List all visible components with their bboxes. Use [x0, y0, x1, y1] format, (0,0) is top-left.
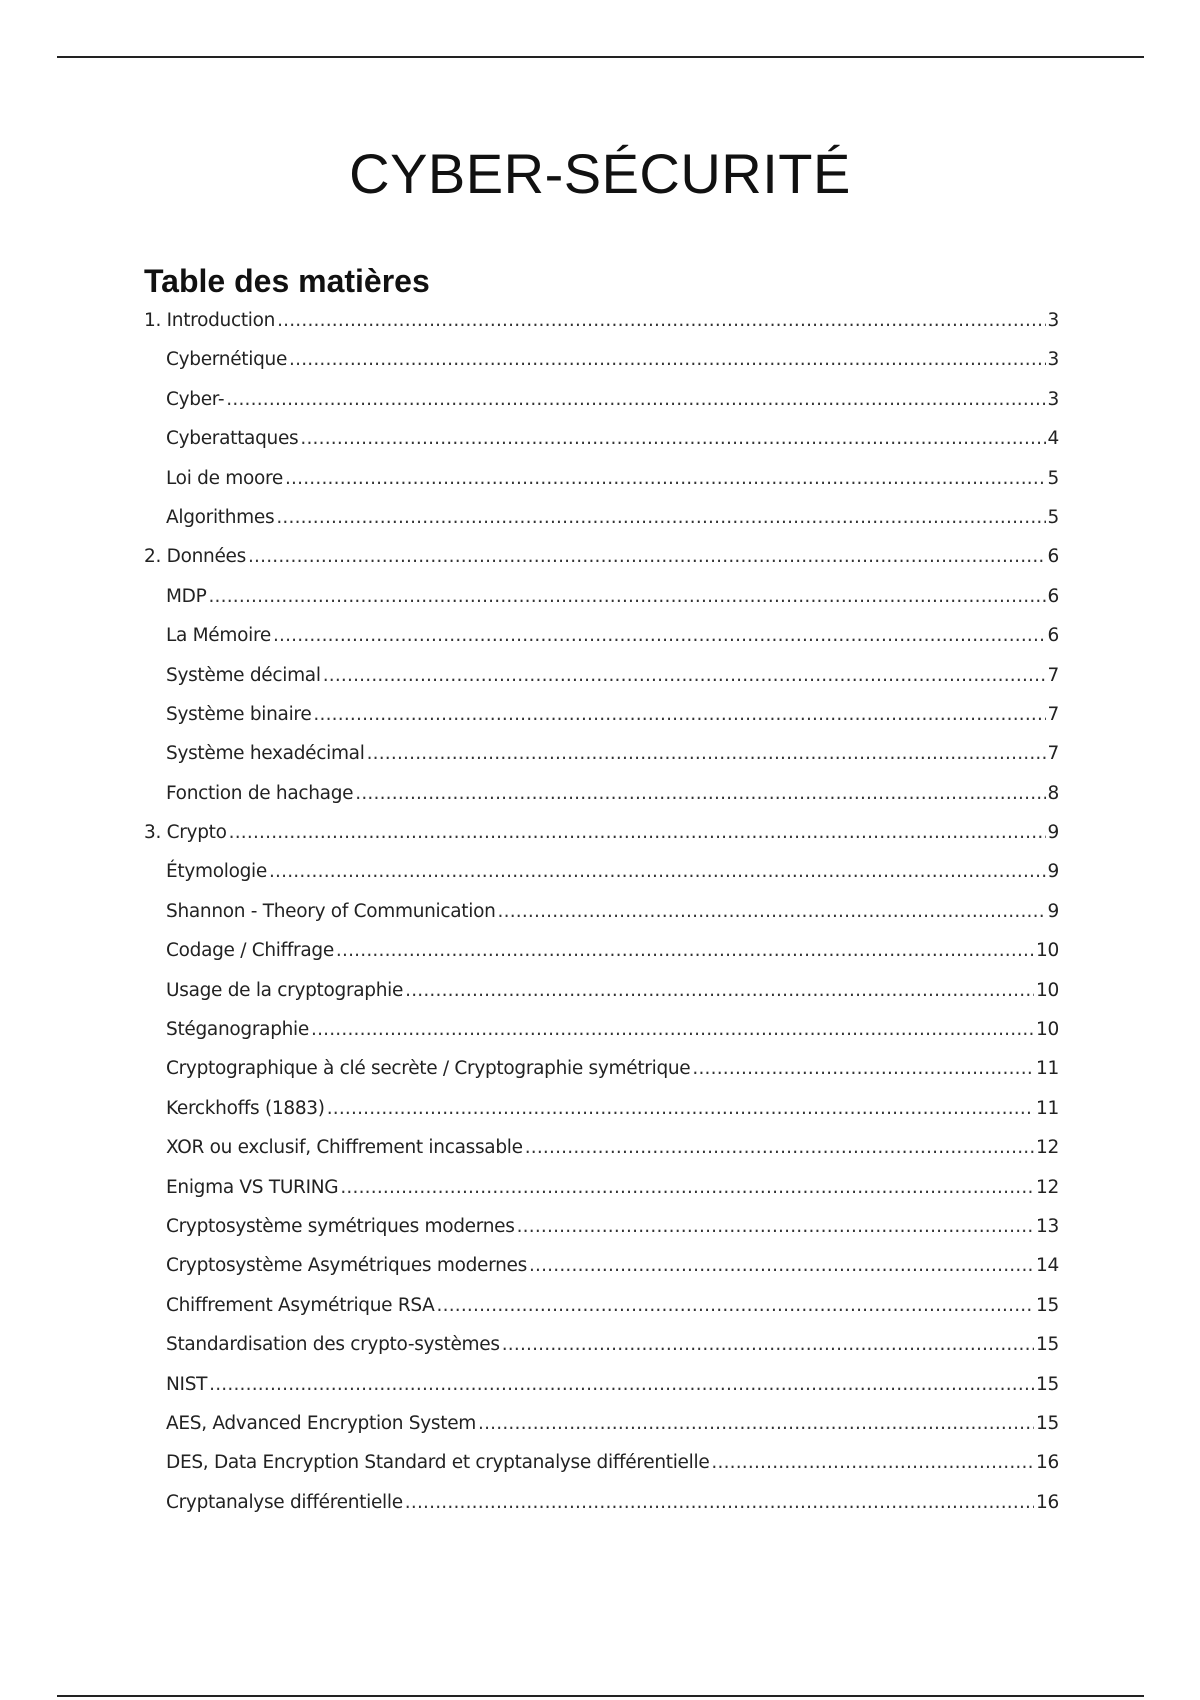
toc-entry[interactable]	[144, 468, 1059, 507]
toc-entry[interactable]	[144, 389, 1059, 428]
toc-entry-page: 9	[1047, 822, 1059, 844]
toc-dot-leader	[711, 1452, 1034, 1473]
toc-dot-leader	[289, 349, 1045, 370]
toc-entry-page: 9	[1047, 861, 1059, 883]
toc-entry-page: 16	[1036, 1452, 1059, 1474]
toc-entry-label: Cyberattaques	[166, 428, 299, 450]
toc-entry[interactable]	[144, 507, 1059, 546]
toc-entry[interactable]	[144, 1334, 1059, 1373]
toc-entry-page: 11	[1036, 1058, 1059, 1080]
toc-entry-label: Kerckhoffs (1883)	[166, 1097, 325, 1119]
toc-dot-leader	[311, 1019, 1034, 1040]
toc-entry-page: 3	[1047, 388, 1059, 410]
toc-entry-page: 6	[1047, 625, 1059, 647]
toc-entry-label: Cryptosystème Asymétriques modernes	[166, 1255, 527, 1277]
toc-entry-label: Enigma VS TURING	[166, 1176, 339, 1198]
toc-dot-leader	[529, 1255, 1034, 1276]
toc-entry[interactable]	[144, 1374, 1059, 1413]
toc-entry[interactable]	[144, 1452, 1059, 1491]
toc-dot-leader	[273, 625, 1046, 646]
toc-entry[interactable]	[144, 665, 1059, 704]
toc-entry-label: Loi de moore	[166, 467, 283, 489]
toc-entry[interactable]	[144, 349, 1059, 388]
toc-entry-page: 7	[1047, 703, 1059, 725]
toc-entry[interactable]	[144, 1492, 1059, 1531]
toc-entry-page: 12	[1036, 1176, 1059, 1198]
toc-entry-label: AES, Advanced Encryption System	[166, 1412, 476, 1434]
toc-entry-page: 3	[1047, 310, 1059, 331]
toc-entry-label: Cyber-	[166, 388, 225, 410]
toc-entry-label: Cybernétique	[166, 349, 288, 371]
toc-entry-label: Cryptographique à clé secrète / Cryptographie symétrique	[166, 1058, 691, 1080]
toc-dot-leader	[323, 665, 1046, 686]
toc-entry-label: DES, Data Encryption Standard et cryptanalyse différentielle	[166, 1452, 710, 1474]
toc-dot-leader	[313, 704, 1045, 725]
table-of-contents	[144, 310, 1059, 1531]
toc-entry-label: MDP	[166, 585, 207, 607]
toc-entry[interactable]	[144, 980, 1059, 1019]
toc-entry-label: Système hexadécimal	[166, 743, 365, 765]
toc-entry-label: La Mémoire	[166, 625, 271, 647]
toc-entry-page: 15	[1036, 1334, 1059, 1356]
toc-entry-page: 16	[1036, 1491, 1059, 1513]
toc-entry-page: 8	[1047, 782, 1059, 804]
toc-entry[interactable]	[144, 1058, 1059, 1097]
toc-entry[interactable]	[144, 586, 1059, 625]
toc-entry-page: 5	[1047, 467, 1059, 489]
toc-dot-leader	[355, 783, 1045, 804]
toc-dot-leader	[269, 861, 1046, 882]
toc-dot-leader	[517, 1216, 1034, 1237]
toc-entry-label: Standardisation des crypto-systèmes	[166, 1334, 500, 1356]
toc-entry-page: 11	[1036, 1097, 1059, 1119]
toc-entry-page: 6	[1047, 585, 1059, 607]
toc-entry[interactable]	[144, 428, 1059, 467]
toc-entry-page: 15	[1036, 1373, 1059, 1395]
toc-entry[interactable]	[144, 1137, 1059, 1176]
toc-entry-label: Stéganographie	[166, 1019, 309, 1041]
toc-entry[interactable]	[144, 1098, 1059, 1137]
toc-entry[interactable]	[144, 1255, 1059, 1294]
toc-entry-label: Usage de la cryptographie	[166, 979, 404, 1001]
toc-entry[interactable]	[144, 822, 1059, 861]
toc-dot-leader	[209, 1374, 1034, 1395]
toc-entry-label: 1. Introduction	[144, 310, 276, 331]
toc-dot-leader	[367, 743, 1046, 764]
toc-entry-label: XOR ou exclusif, Chiffrement incassable	[166, 1137, 523, 1159]
document-title: CYBER-SÉCURITÉ	[349, 142, 851, 205]
toc-dot-leader	[498, 901, 1046, 922]
toc-entry-page: 7	[1047, 743, 1059, 765]
toc-dot-leader	[208, 586, 1045, 607]
toc-entry-label: Étymologie	[166, 861, 267, 883]
toc-entry[interactable]	[144, 1295, 1059, 1334]
toc-dot-leader	[478, 1413, 1034, 1434]
toc-entry-label: Cryptosystème symétriques modernes	[166, 1215, 515, 1237]
toc-entry[interactable]	[144, 1216, 1059, 1255]
toc-dot-leader	[300, 428, 1045, 449]
toc-entry-page: 3	[1047, 349, 1059, 371]
toc-entry-page: 13	[1036, 1215, 1059, 1237]
toc-entry[interactable]	[144, 901, 1059, 940]
toc-entry-page: 5	[1047, 506, 1059, 528]
toc-dot-leader	[437, 1295, 1035, 1316]
toc-entry-label: Système décimal	[166, 664, 321, 686]
toc-entry-label: 2. Données	[144, 546, 246, 568]
toc-entry-page: 10	[1036, 979, 1059, 1001]
toc-dot-leader	[336, 940, 1034, 961]
toc-entry-label: Chiffrement Asymétrique RSA	[166, 1294, 435, 1316]
toc-entry-page: 7	[1047, 664, 1059, 686]
footer-rule	[57, 1695, 1144, 1697]
toc-dot-leader	[285, 468, 1046, 489]
toc-entry-page: 9	[1047, 900, 1059, 922]
toc-entry[interactable]	[144, 783, 1059, 822]
toc-entry-page: 10	[1036, 940, 1059, 962]
toc-dot-leader	[277, 310, 1045, 331]
toc-entry[interactable]	[144, 1177, 1059, 1216]
toc-heading: Table des matières	[144, 263, 430, 299]
toc-dot-leader	[276, 507, 1045, 528]
toc-entry[interactable]	[144, 743, 1059, 782]
toc-entry[interactable]	[144, 704, 1059, 743]
toc-entry[interactable]	[144, 310, 1059, 349]
toc-entry-page: 14	[1036, 1255, 1059, 1277]
toc-dot-leader	[226, 389, 1045, 410]
toc-dot-leader	[692, 1058, 1034, 1079]
toc-entry[interactable]	[144, 861, 1059, 900]
toc-dot-leader	[405, 980, 1034, 1001]
toc-entry-page: 10	[1036, 1019, 1059, 1041]
toc-entry[interactable]	[144, 1413, 1059, 1452]
toc-entry-label: Système binaire	[166, 703, 312, 725]
toc-entry-page: 15	[1036, 1294, 1059, 1316]
toc-entry-page: 12	[1036, 1137, 1059, 1159]
toc-entry[interactable]	[144, 625, 1059, 664]
toc-entry-page: 6	[1047, 546, 1059, 568]
toc-dot-leader	[405, 1492, 1034, 1513]
toc-entry[interactable]	[144, 1019, 1059, 1058]
toc-dot-leader	[248, 546, 1046, 567]
toc-entry-label: Codage / Chiffrage	[166, 940, 334, 962]
toc-entry[interactable]	[144, 546, 1059, 585]
toc-entry-label: Fonction de hachage	[166, 782, 354, 804]
toc-dot-leader	[229, 822, 1046, 843]
toc-dot-leader	[327, 1098, 1034, 1119]
toc-entry-label: 3. Crypto	[144, 822, 227, 844]
toc-dot-leader	[340, 1177, 1034, 1198]
toc-entry-label: Shannon - Theory of Communication	[166, 900, 496, 922]
toc-entry-label: Algorithmes	[166, 506, 275, 528]
toc-entry-label: Cryptanalyse différentielle	[166, 1491, 403, 1513]
toc-entry-page: 4	[1047, 428, 1059, 450]
toc-entry-page: 15	[1036, 1412, 1059, 1434]
toc-dot-leader	[502, 1334, 1034, 1355]
toc-entry[interactable]	[144, 940, 1059, 979]
toc-dot-leader	[525, 1137, 1034, 1158]
toc-entry-label: NIST	[166, 1373, 208, 1395]
header-rule	[57, 56, 1144, 58]
